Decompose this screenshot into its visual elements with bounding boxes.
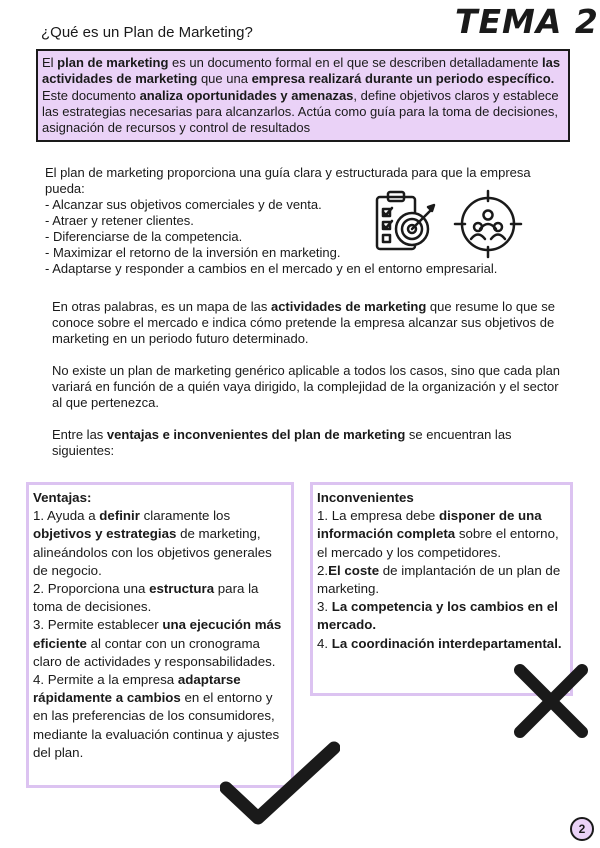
body-text: de implantación de un plan de marketing. bbox=[317, 562, 561, 597]
disadvantages-heading: Inconvenientes bbox=[317, 490, 414, 505]
body-text: 3. Permite establecer bbox=[33, 617, 163, 633]
body-text: , define objetivos claros y establece las estrategias necesarias para alcanzarlos. Actúa como guía para la toma de decisiones, asignación de recursos y control de resultados bbox=[42, 87, 559, 136]
body-text: No existe un plan de marketing genérico aplicable a todos los casos, sino que cada plan variará en función de a quién vaya dirigido, la complejidad de la organización y el sector al que pertenezca. bbox=[52, 363, 561, 410]
body-text: Entre las bbox=[52, 427, 107, 442]
emphasis-text: definir bbox=[99, 508, 140, 524]
paragraph-variation bbox=[52, 363, 572, 411]
body-text: El bbox=[42, 55, 58, 70]
disadvantage-item bbox=[317, 562, 566, 598]
emphasis-text: las actividades de marketing bbox=[42, 55, 561, 87]
emphasis-text: plan de marketing bbox=[57, 55, 169, 70]
advantage-item bbox=[33, 507, 287, 580]
intro-lead: El plan de marketing proporciona una guía clara y estructurada para que la empresa pueda: bbox=[45, 165, 531, 196]
intro-item: - Adaptarse y responder a cambios en el mercado y en el entorno empresarial. bbox=[45, 261, 498, 276]
disadvantage-item bbox=[317, 507, 566, 562]
emphasis-text: estructura bbox=[149, 581, 215, 597]
emphasis-text: empresa realizará durante un periodo específico. bbox=[251, 71, 555, 87]
illustration-icons bbox=[374, 189, 524, 259]
paragraph-intro-list bbox=[52, 427, 572, 459]
body-text: se encuentran las siguientes: bbox=[52, 427, 512, 458]
emphasis-text: ventajas e inconvenientes del plan de marketing bbox=[106, 427, 406, 442]
page-title: ¿Qué es un Plan de Marketing? bbox=[41, 24, 253, 41]
body-text: que una bbox=[197, 71, 252, 87]
advantage-item bbox=[33, 580, 287, 616]
disadvantage-item bbox=[317, 598, 566, 634]
checkmark-icon bbox=[220, 740, 340, 825]
body-text: que resume lo que se conoce sobre el mercado e indica cómo pretende la empresa alcanzar sus objetivos de marketing en un periodo futuro determinado. bbox=[52, 299, 555, 346]
body-text: 2. Proporciona una bbox=[33, 581, 150, 597]
target-group-icon bbox=[455, 191, 521, 257]
cross-icon bbox=[510, 660, 592, 742]
body-text: al contar con un cronograma claro de actividades y responsabilidades. bbox=[33, 635, 276, 669]
body-text: para la toma de decisiones. bbox=[33, 581, 259, 615]
page-number: 2 bbox=[570, 817, 594, 841]
body-text: 1. La empresa debe bbox=[317, 508, 439, 524]
body-text: 1. Ayuda a bbox=[33, 508, 100, 524]
advantages-heading: Ventajas: bbox=[33, 490, 92, 505]
topic-label: TEMA 2 bbox=[455, 2, 599, 41]
body-text: Este documento bbox=[42, 87, 140, 103]
emphasis-text: adaptarse rápidamente a cambios bbox=[33, 672, 241, 706]
emphasis-text: actividades de marketing bbox=[270, 299, 427, 314]
body-text: en el entorno y en las preferencias de los consumidores, mediante la evaluación continua y ajustes del plan. bbox=[33, 690, 280, 760]
definition-box bbox=[36, 49, 570, 142]
disadvantage-item bbox=[317, 635, 566, 653]
emphasis-text: El coste bbox=[328, 562, 380, 578]
intro-item: - Atraer y retener clientes. bbox=[45, 213, 194, 228]
body-text: 4. bbox=[317, 635, 332, 651]
body-text: de marketing, alineándolos con los objetivos generales de negocio. bbox=[33, 526, 272, 578]
body-text: sobre el entorno, el mercado y los competidores. bbox=[317, 526, 559, 560]
emphasis-text: objetivos y estrategias bbox=[33, 526, 177, 542]
paragraph-summary bbox=[52, 299, 572, 347]
body-text: En otras palabras, es un mapa de las bbox=[52, 299, 271, 314]
intro-item: - Diferenciarse de la competencia. bbox=[45, 229, 243, 244]
intro-item: - Maximizar el retorno de la inversión en marketing. bbox=[45, 245, 341, 260]
intro-item: - Alcanzar sus objetivos comerciales y de venta. bbox=[45, 197, 322, 212]
body-text: 4. Permite a la empresa bbox=[33, 672, 178, 688]
emphasis-text: La competencia y los cambios en el mercado. bbox=[317, 599, 558, 633]
emphasis-text: La coordinación interdepartamental. bbox=[331, 635, 562, 651]
body-text: 2. bbox=[317, 562, 329, 578]
emphasis-text: disponer de una información completa bbox=[317, 508, 542, 542]
emphasis-text: analiza oportunidades y amenazas bbox=[139, 87, 354, 103]
emphasis-text: una ejecución más eficiente bbox=[33, 617, 282, 651]
clipboard-target-icon bbox=[377, 192, 434, 249]
body-text: 3. bbox=[317, 599, 332, 615]
advantage-item bbox=[33, 616, 287, 671]
body-text: es un documento formal en el que se describen detalladamente bbox=[168, 55, 543, 70]
body-text: claramente los bbox=[139, 508, 231, 524]
